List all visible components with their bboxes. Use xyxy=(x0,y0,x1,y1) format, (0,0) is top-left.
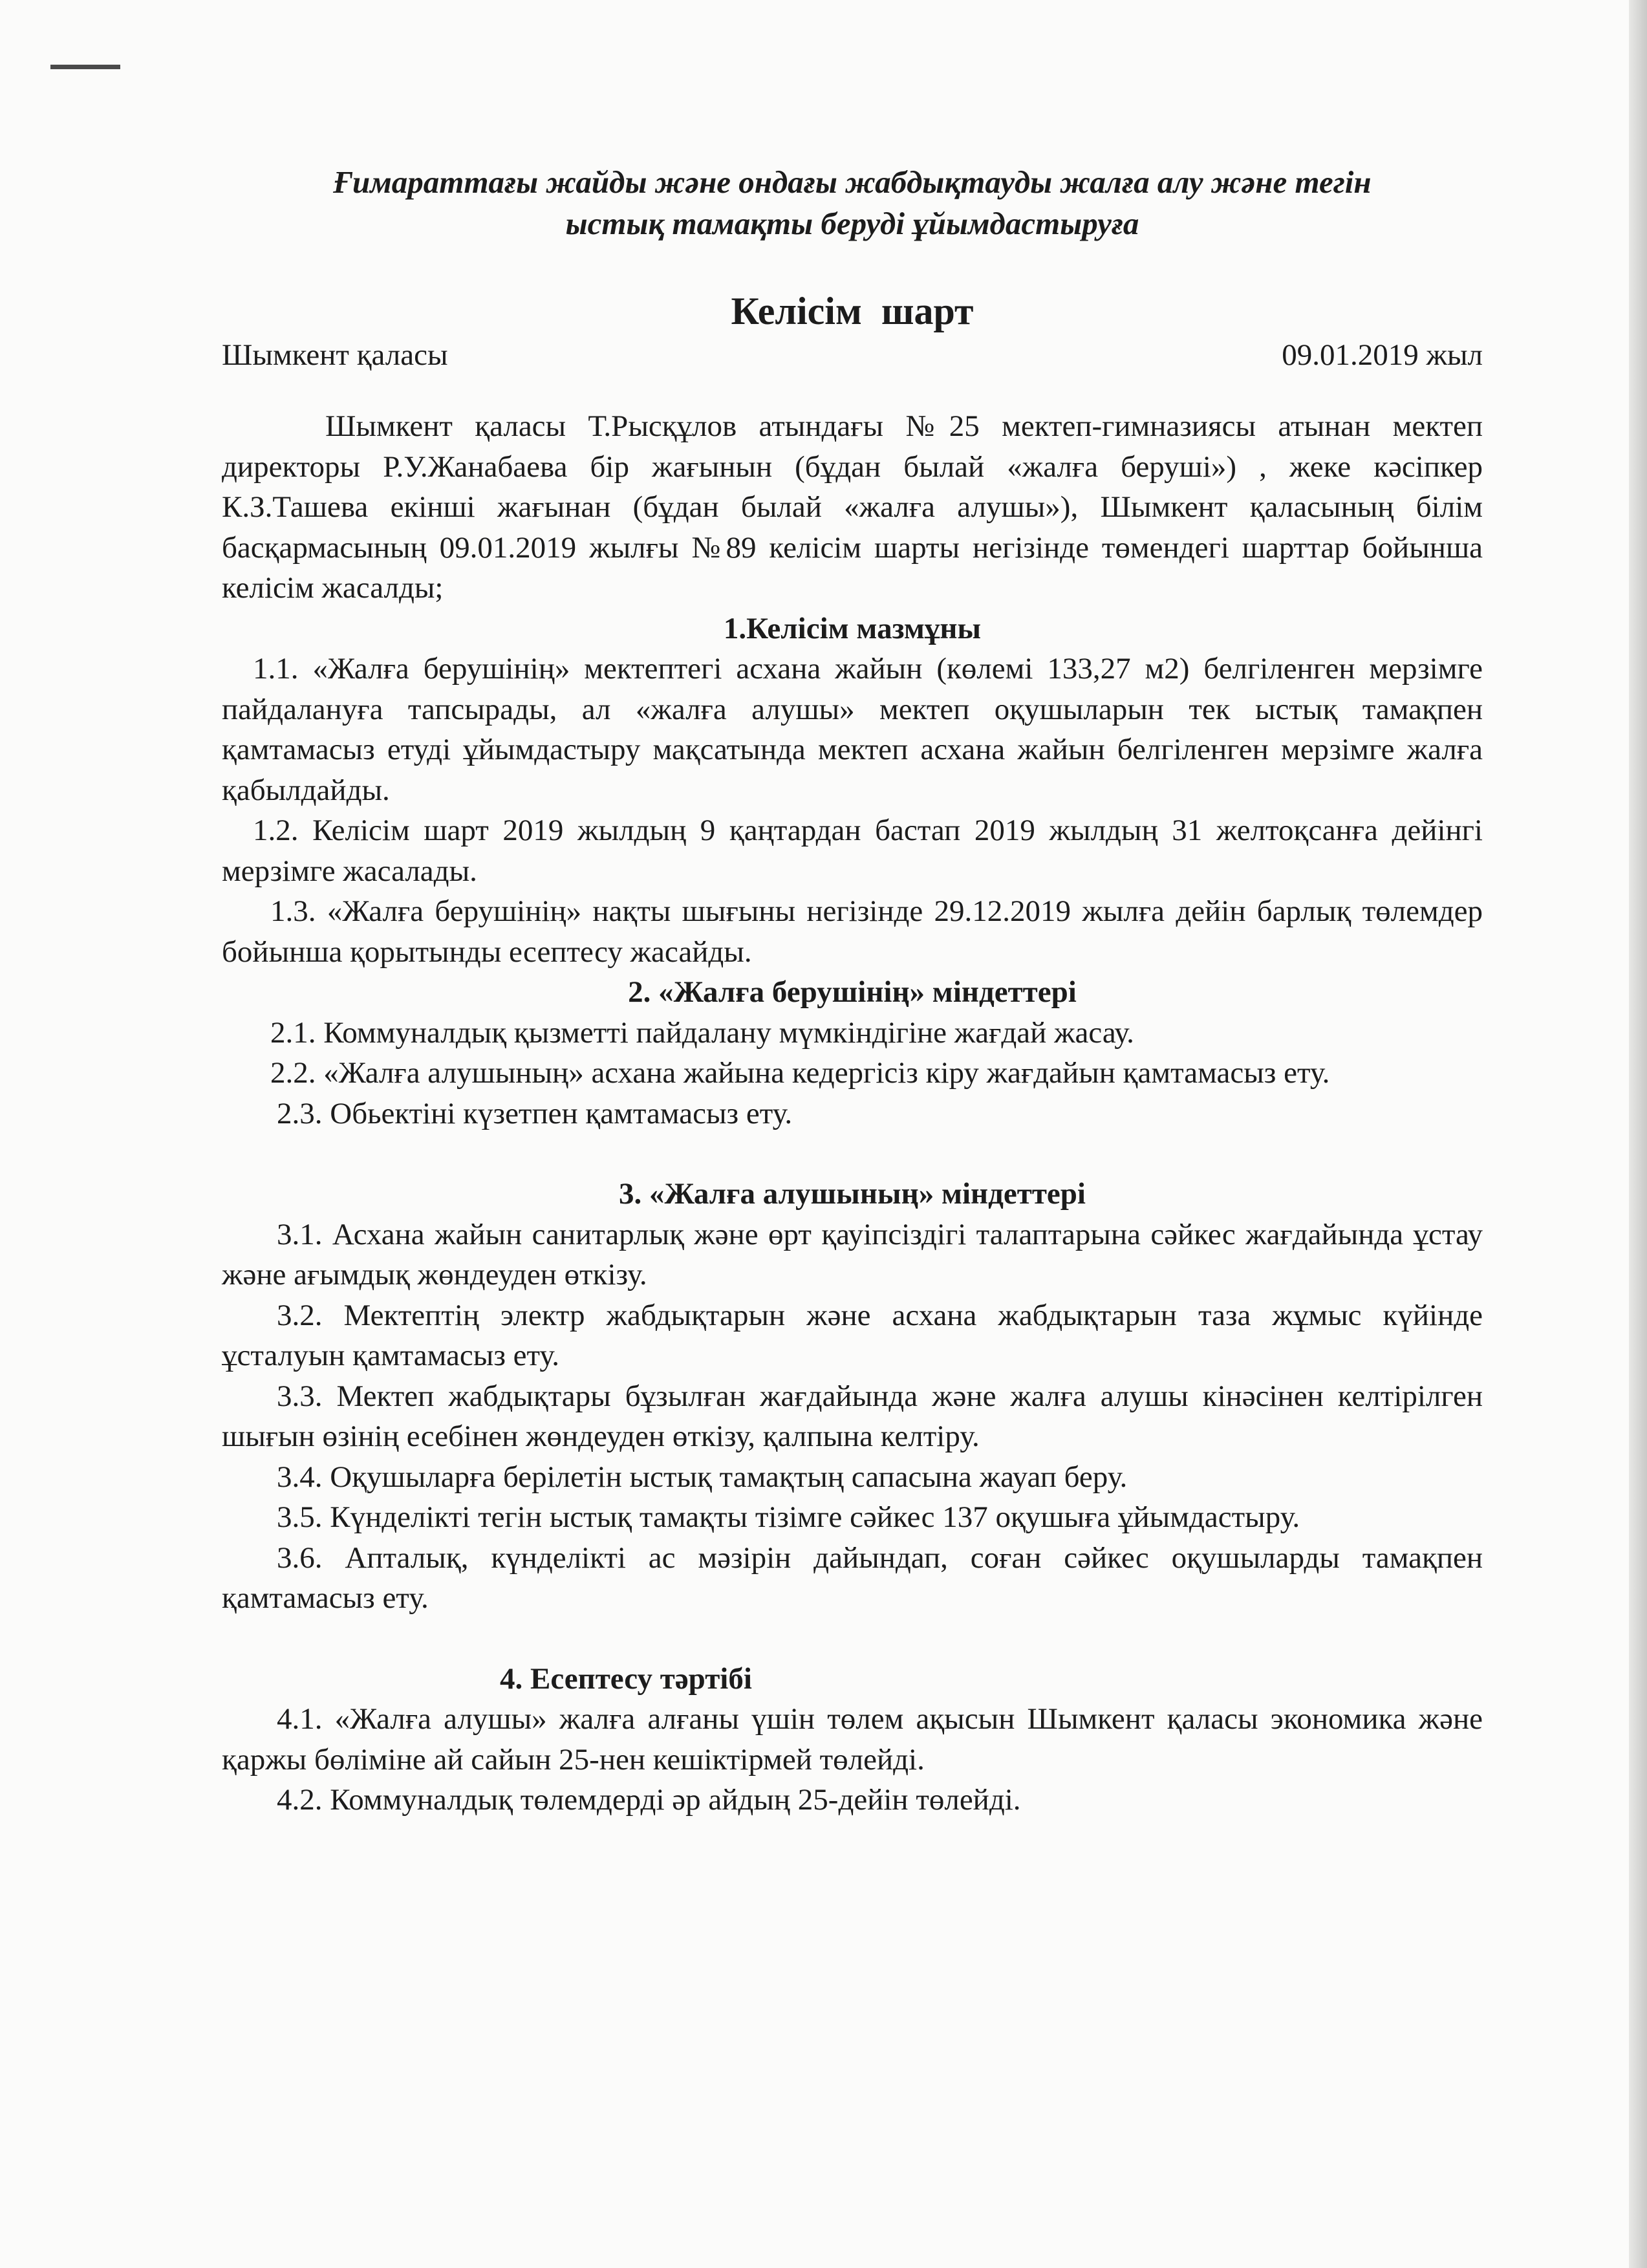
clause-1-1: 1.1. «Жалға берушінің» мектептегі асхана жайын (көлемі 133,27 м2) белгіленген мерзімге пайдалануға тапсырады, ал «жалға алушы» мектеп оқушыларын тек ыстық тамақпен қамтамасыз етуді ұйымдастыру мақсатында мектеп асхана жайын белгіленген мерзімге жалға қабылдайды. xyxy=(222,652,1483,807)
clause-2-3: 2.3. Обьектіні күзетпен қамтамасыз ету. xyxy=(277,1096,793,1130)
clause-4-1: 4.1. «Жалға алушы» жалға алғаны үшін төлем ақысын Шымкент қаласы экономика және қаржы бөліміне ай сайын 25-нен кешіктірмей төлейді. xyxy=(222,1702,1483,1777)
scan-mark xyxy=(50,65,120,69)
clause-1-3: 1.3. «Жалға берушінің» нақты шығыны негізінде 29.12.2019 жылға дейін барлық төлемдер бойынша қорытынды есептесу жасайды. xyxy=(222,894,1483,969)
spacer xyxy=(222,1619,1483,1659)
date: 09.01.2019 жыл xyxy=(1282,338,1483,372)
clause-2-2: 2.2. «Жалға алушының» асхана жайына кедергісіз кіру жағдайын қамтамасыз ету. xyxy=(270,1056,1330,1090)
section-4-heading: 4. Есептесу тәртібі xyxy=(500,1661,752,1696)
clause-1-2: 1.2. Келісім шарт 2019 жылдың 9 қаңтардан бастап 2019 жылдың 31 желтоқсанға дейінгі мерзімге жасалады. xyxy=(222,814,1483,888)
title-line-2: ыстық тамақты беруді ұйымдастыруға xyxy=(565,206,1139,241)
clause-3-5: 3.5. Күнделікті тегін ыстық тамақты тізімге сәйкес 137 оқушыға ұйымдастыру. xyxy=(277,1500,1300,1534)
section-1-heading: 1.Келісім мазмұны xyxy=(723,611,982,645)
scan-edge xyxy=(1629,0,1647,2268)
contract-heading: Келісім шарт xyxy=(731,290,974,332)
clause-3-2: 3.2. Мектептің электр жабдықтарын және асхана жабдықтарын таза жұмыс күйінде ұсталуын қамтамасыз ету. xyxy=(222,1298,1483,1372)
intro-paragraph: Шымкент қаласы Т.Рысқұлов атындағы №25 мектеп-гимназиясы атынан мектеп директоры Р.У.Жанабаева бір жағынын (бұдан былай «жалға беруші») , жеке кәсіпкер К.З.Ташева екінші жағынан (бұдан былай «жалға алушы»), Шымкент қаласының білім басқармасының 09.01.2019 жылғы №89 келісім шарты негізінде төмендегі шарттар бойынша келісім жасалды; xyxy=(222,409,1483,605)
clause-3-1: 3.1. Асхана жайын санитарлық және өрт қауіпсіздігі талаптарына сәйкес жағдайында ұстау және ағымдық жөндеуден өткізу. xyxy=(222,1217,1483,1291)
clause-3-6: 3.6. Апталық, күнделікті ас мәзірін дайындап, соған сәйкес оқушыларды тамақпен қамтамасыз ету. xyxy=(222,1540,1483,1615)
document-body xyxy=(222,406,1483,1820)
place-date-row xyxy=(222,335,1483,375)
place: Шымкент қаласы xyxy=(222,338,448,372)
document-title xyxy=(222,162,1483,244)
title-line-1: Ғимараттағы жайды және ондағы жабдықтауды жалға алу және тегін xyxy=(333,164,1372,200)
clause-3-4: 3.4. Оқушыларға берілетін ыстық тамақтың сапасына жауап беру. xyxy=(277,1460,1128,1494)
clause-4-2: 4.2. Коммуналдық төлемдерді әр айдың 25-дейін төлейді. xyxy=(277,1783,1021,1817)
section-2-heading: 2. «Жалға берушінің» міндеттері xyxy=(628,975,1077,1009)
section-3-heading: 3. «Жалға алушының» міндеттері xyxy=(619,1177,1086,1211)
spacer xyxy=(222,1134,1483,1174)
clause-3-3: 3.3. Мектеп жабдықтары бұзылған жағдайында және жалға алушы кінәсінен келтірілген шығын өзінің есебінен жөндеуден өткізу, қалпына келтіру. xyxy=(222,1379,1483,1453)
clause-2-1: 2.1. Коммуналдық қызметті пайдалану мүмкіндігіне жағдай жасау. xyxy=(270,1015,1134,1050)
